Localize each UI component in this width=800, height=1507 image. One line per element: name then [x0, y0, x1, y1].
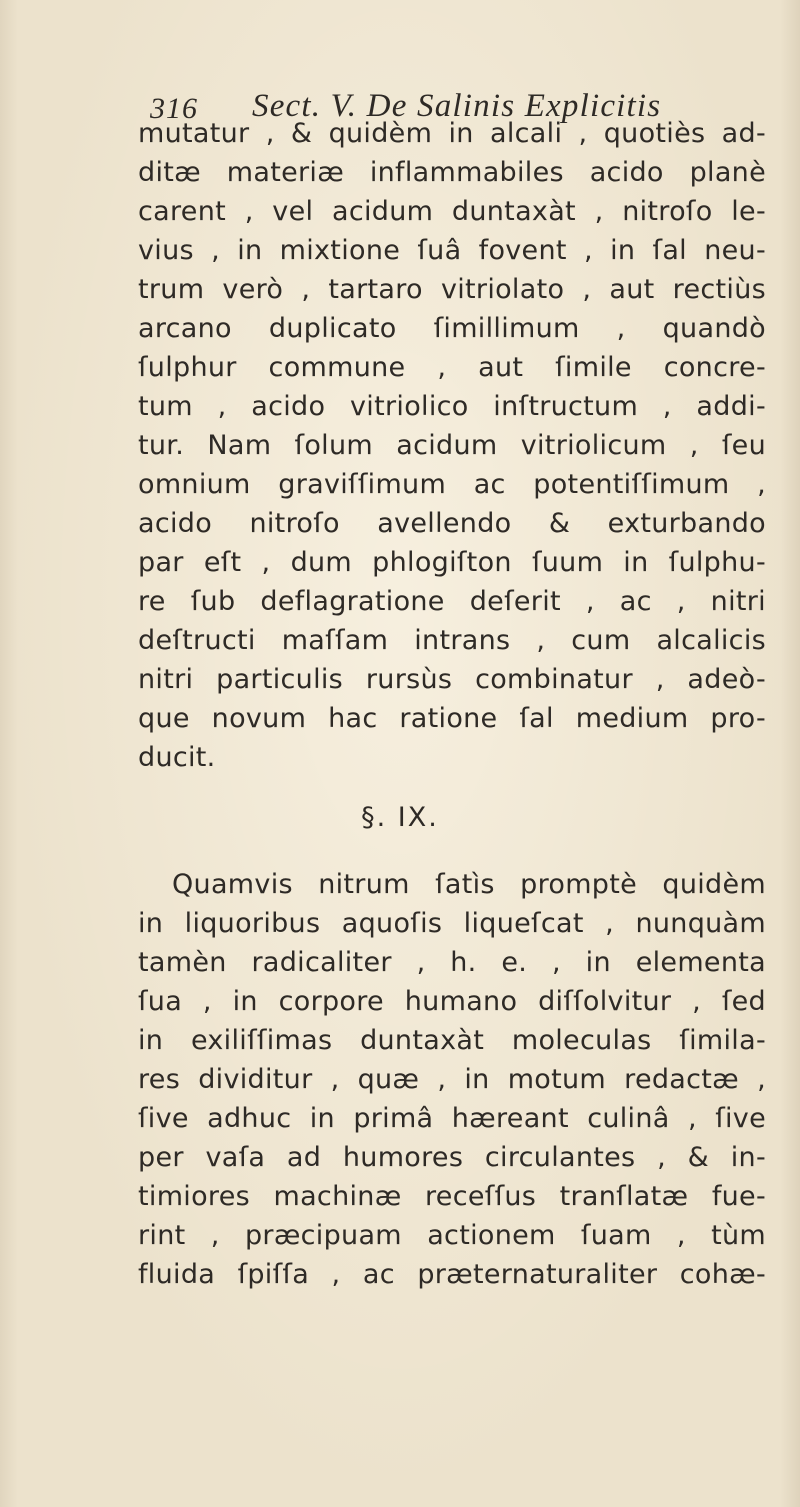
text-line: par eſt , dum phlogiſton ſuum in ſulphu-	[138, 547, 766, 578]
text-line: deſtructi maſſam intrans , cum alcalicis	[138, 625, 766, 656]
text-line: acido nitroſo avellendo & exturbando	[138, 508, 766, 539]
text-line: Quamvis nitrum ſatìs promptè quidèm	[172, 869, 766, 900]
text-line: mutatur , & quidèm in alcali , quotiès ad-	[138, 118, 766, 149]
text-line: ſulphur commune , aut ſimile concre-	[138, 352, 766, 383]
running-title: Sect. V. De Salinis Explicitis	[252, 88, 662, 124]
text-line: timiores machinæ receſſus tranſlatæ fue-	[138, 1181, 766, 1212]
text-line: tum , acido vitriolico inſtructum , addi-	[138, 391, 766, 422]
text-line: tur. Nam ſolum acidum vitriolicum , ſeu	[138, 430, 766, 461]
text-line: trum verò , tartaro vitriolato , aut rectiùs	[138, 274, 766, 305]
text-line: res dividitur , quæ , in motum redactæ ,	[138, 1064, 766, 1095]
text-line: arcano duplicato ſimillimum , quandò	[138, 313, 766, 344]
text-line: ſive adhuc in primâ hæreant culinâ , ſive	[138, 1103, 766, 1134]
text-line: vius , in mixtione ſuâ fovent , in ſal neu-	[138, 235, 766, 266]
text-line: ducit.	[138, 742, 216, 773]
text-line: per vaſa ad humores circulantes , & in-	[138, 1142, 766, 1173]
text-line: re ſub deflagratione deſerit , ac , nitri	[138, 586, 766, 617]
text-line: fluida ſpiſſa , ac præternaturaliter cohæ-	[138, 1259, 766, 1290]
page-number: 316	[150, 92, 198, 125]
text-line: ditæ materiæ inflammabiles acido planè	[138, 157, 766, 188]
section-heading: §. IX.	[361, 802, 439, 833]
text-line: que novum hac ratione ſal medium pro-	[138, 703, 766, 734]
text-line: carent , vel acidum duntaxàt , nitroſo le-	[138, 196, 766, 227]
text-line: tamèn radicaliter , h. e. , in elementa	[138, 947, 766, 978]
text-line: rint , præcipuam actionem ſuam , tùm	[138, 1220, 766, 1251]
text-line: in exiliſſimas duntaxàt moleculas ſimila-	[138, 1025, 766, 1056]
text-line: in liquoribus aquoſis liqueſcat , nunquàm	[138, 908, 766, 939]
text-line: ſua , in corpore humano diſſolvitur , ſed	[138, 986, 766, 1017]
text-line: omnium graviſſimum ac potentiſſimum ,	[138, 469, 766, 500]
text-line: nitri particulis rursùs combinatur , adeò-	[138, 664, 766, 695]
